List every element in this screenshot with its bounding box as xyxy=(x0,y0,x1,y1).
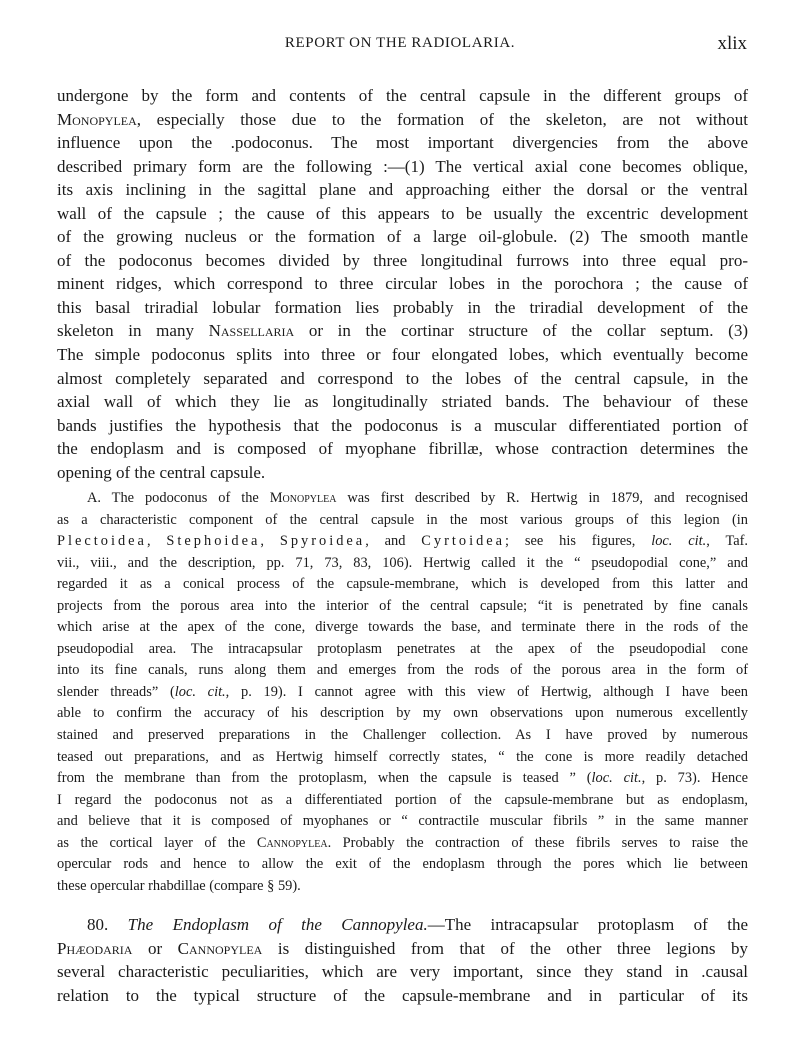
text-line xyxy=(57,319,748,343)
spaced-term: Stephoidea xyxy=(166,533,261,550)
small-caps-term: Nassellaria xyxy=(208,321,295,341)
text-run: teased out preparations, and as Hertwig himself correctly states, “ the cone is more readily detached xyxy=(57,748,748,765)
text-line xyxy=(57,437,748,461)
text-run: the endoplasm and is composed of myophane fibrillæ, whose contraction determines the xyxy=(57,439,748,459)
text-run: influence upon the .podoconus. The most important divergencies from the above xyxy=(57,133,748,153)
text-run: I regard the podoconus not as a differentiated portion of the capsule-membrane but as endoplasm, xyxy=(57,791,748,808)
text-line xyxy=(57,639,748,661)
text-run: undergone by the form and contents of the central capsule in the different groups of xyxy=(57,86,748,105)
text-line xyxy=(57,108,748,132)
text-run: its axis inclining in the sagittal plane and approaching either the dorsal or the ventral xyxy=(57,180,748,200)
text-line xyxy=(57,790,748,812)
small-caps-term: Cannopylea xyxy=(256,834,328,851)
text-run: slender threads” ( xyxy=(57,683,175,700)
text-line xyxy=(57,414,748,438)
text-line xyxy=(57,768,748,790)
text-line xyxy=(57,343,748,367)
text-run: regarded it as a conical process of the capsule-membrane, which is developed from this latter and xyxy=(57,576,748,593)
page-number: xlix xyxy=(717,33,747,54)
text-run: ; see his figures, xyxy=(505,533,652,550)
text-run: relation to the typical structure of the capsule-membrane and in particular of its xyxy=(57,985,748,1005)
text-line xyxy=(57,913,748,937)
text-run: , p. 19). I cannot agree with this view of Hertwig, although I have been xyxy=(225,683,748,700)
text-run: is distinguished from that of the other three legions by xyxy=(262,938,748,958)
text-run: opening of the central capsule. xyxy=(57,462,266,482)
italic-run: loc. cit. xyxy=(651,533,707,550)
text-run: from the membrane than from the protoplasm, when the capsule is teased ” ( xyxy=(57,770,592,787)
text-line xyxy=(57,367,748,391)
text-run: of the podoconus becomes divided by three longitudinal furrows into three equal pro- xyxy=(57,250,748,270)
italic-run: The Endoplasm of the Cannopylea. xyxy=(127,915,428,934)
text-line xyxy=(57,461,748,485)
text-line xyxy=(57,960,748,984)
text-run: into its fine canals, runs along them and emerges from the rods of the porous area in the form of xyxy=(57,662,748,679)
text-line xyxy=(57,390,748,414)
text-run: as a characteristic component of the central capsule in the most various groups of this legion (in xyxy=(57,511,748,528)
text-line xyxy=(57,984,748,1008)
text-run: 80. xyxy=(87,915,128,934)
spaced-term: Spyroidea xyxy=(279,533,366,550)
text-line xyxy=(57,747,748,769)
running-title: REPORT ON THE RADIOLARIA. xyxy=(284,35,516,51)
text-run: almost completely separated and correspond to the lobes of the central capsule, in the xyxy=(57,368,748,388)
text-run: this basal triradial lobular formation lies probably in the triradial development of the xyxy=(57,297,748,317)
text-run: pseudopodial area. The intracapsular protoplasm penetrates at the apex of the pseudopodial cone xyxy=(57,640,748,657)
body-paragraph xyxy=(57,84,748,484)
text-run: able to confirm the accuracy of his description by my own observations upon numerous excellently xyxy=(57,705,748,722)
text-line xyxy=(57,833,748,855)
text-line xyxy=(57,84,748,108)
section-80-paragraph xyxy=(57,913,748,1007)
text-line xyxy=(57,553,748,575)
spaced-term: Plectoidea xyxy=(57,533,147,550)
text-line xyxy=(57,876,748,898)
text-run: , especially those due to the formation of the skeleton, are not without xyxy=(136,109,748,129)
text-line xyxy=(57,249,748,273)
text-line xyxy=(57,617,748,639)
text-run: or xyxy=(132,938,178,958)
text-run: opercular rods and hence to allow the exit of the endoplasm through the pores which lie between xyxy=(57,856,748,873)
italic-run: loc. cit. xyxy=(591,770,642,787)
small-caps-term: Cannopylea xyxy=(177,938,263,958)
text-line xyxy=(57,155,748,179)
text-line xyxy=(57,811,748,833)
text-line xyxy=(57,574,748,596)
small-caps-term: Monopylea xyxy=(269,490,337,506)
text-run: vii., viii., and the description, pp. 71, 73, 83, 106). Hertwig called it the “ pseudopodial cone,” and xyxy=(57,554,748,571)
text-line xyxy=(57,202,748,226)
text-run: minent ridges, which correspond to three circular lobes in the porochora ; the cause of xyxy=(57,274,748,294)
text-run: described primary form are the following :—(1) The vertical axial cone becomes oblique, xyxy=(57,156,748,176)
text-run: and believe that it is composed of myophanes or “ contractile muscular fibrils ” in the same manner xyxy=(57,813,748,830)
text-line xyxy=(57,725,748,747)
italic-run: loc. cit. xyxy=(174,683,226,700)
text-run: of the growing nucleus or the formation of a large oil-globule. (2) The smooth mantle xyxy=(57,227,748,247)
text-line xyxy=(57,178,748,202)
text-run: as the cortical layer of the xyxy=(57,834,257,851)
text-run: was first described by R. Hertwig in 1879, and recognised xyxy=(336,490,748,506)
text-run: , Taf. xyxy=(706,533,749,550)
text-line xyxy=(57,225,748,249)
text-run: projects from the porous area into the interior of the central capsule; “it is penetrated by fine canals xyxy=(57,597,748,614)
text-line xyxy=(57,296,748,320)
small-caps-term: Monopylea xyxy=(57,109,137,129)
text-line xyxy=(57,703,748,725)
text-line xyxy=(57,682,748,704)
text-run: or in the cortinar structure of the collar septum. (3) xyxy=(294,321,748,341)
running-header xyxy=(0,33,800,57)
text-line xyxy=(57,131,748,155)
text-run: —The intracapsular protoplasm of the xyxy=(427,915,749,934)
text-line xyxy=(57,488,748,510)
text-run: . Probably the contraction of these fibrils serves to raise the xyxy=(327,834,748,851)
text-run: skeleton in many xyxy=(57,321,209,341)
text-run: , xyxy=(146,533,167,550)
spaced-term: Cyrtoidea xyxy=(421,533,506,550)
text-run: wall of the capsule ; the cause of this appears to be usually the excentric development xyxy=(57,203,748,223)
text-line xyxy=(57,510,748,532)
text-line xyxy=(57,596,748,618)
small-caps-term: Phæodaria xyxy=(57,938,133,958)
text-run: A. The podoconus of the xyxy=(87,490,270,506)
text-run: , xyxy=(260,533,280,550)
text-line xyxy=(57,937,748,961)
text-run: which arise at the apex of the cone, diverge towards the base, and terminate there in the rods of the xyxy=(57,619,748,636)
text-line xyxy=(57,660,748,682)
text-run: axial wall of which they lie as longitudinally striated bands. The behaviour of these xyxy=(57,392,748,412)
footnote-paragraph xyxy=(57,488,748,897)
text-run: these opercular rhabdillae (compare § 59). xyxy=(57,877,301,894)
text-run: , and xyxy=(365,533,422,550)
text-run: The simple podoconus splits into three or four elongated lobes, which eventually become xyxy=(57,345,748,365)
text-line xyxy=(57,854,748,876)
text-run: bands justifies the hypothesis that the podoconus is a muscular differentiated portion of xyxy=(57,415,748,435)
text-run: several characteristic peculiarities, which are very important, since they stand in .causal xyxy=(57,962,748,982)
text-run: stained and preserved preparations in the Challenger collection. As I have proved by numerous xyxy=(57,727,748,744)
text-line xyxy=(57,531,748,553)
text-line xyxy=(57,272,748,296)
text-run: , p. 73). Hence xyxy=(641,770,749,787)
